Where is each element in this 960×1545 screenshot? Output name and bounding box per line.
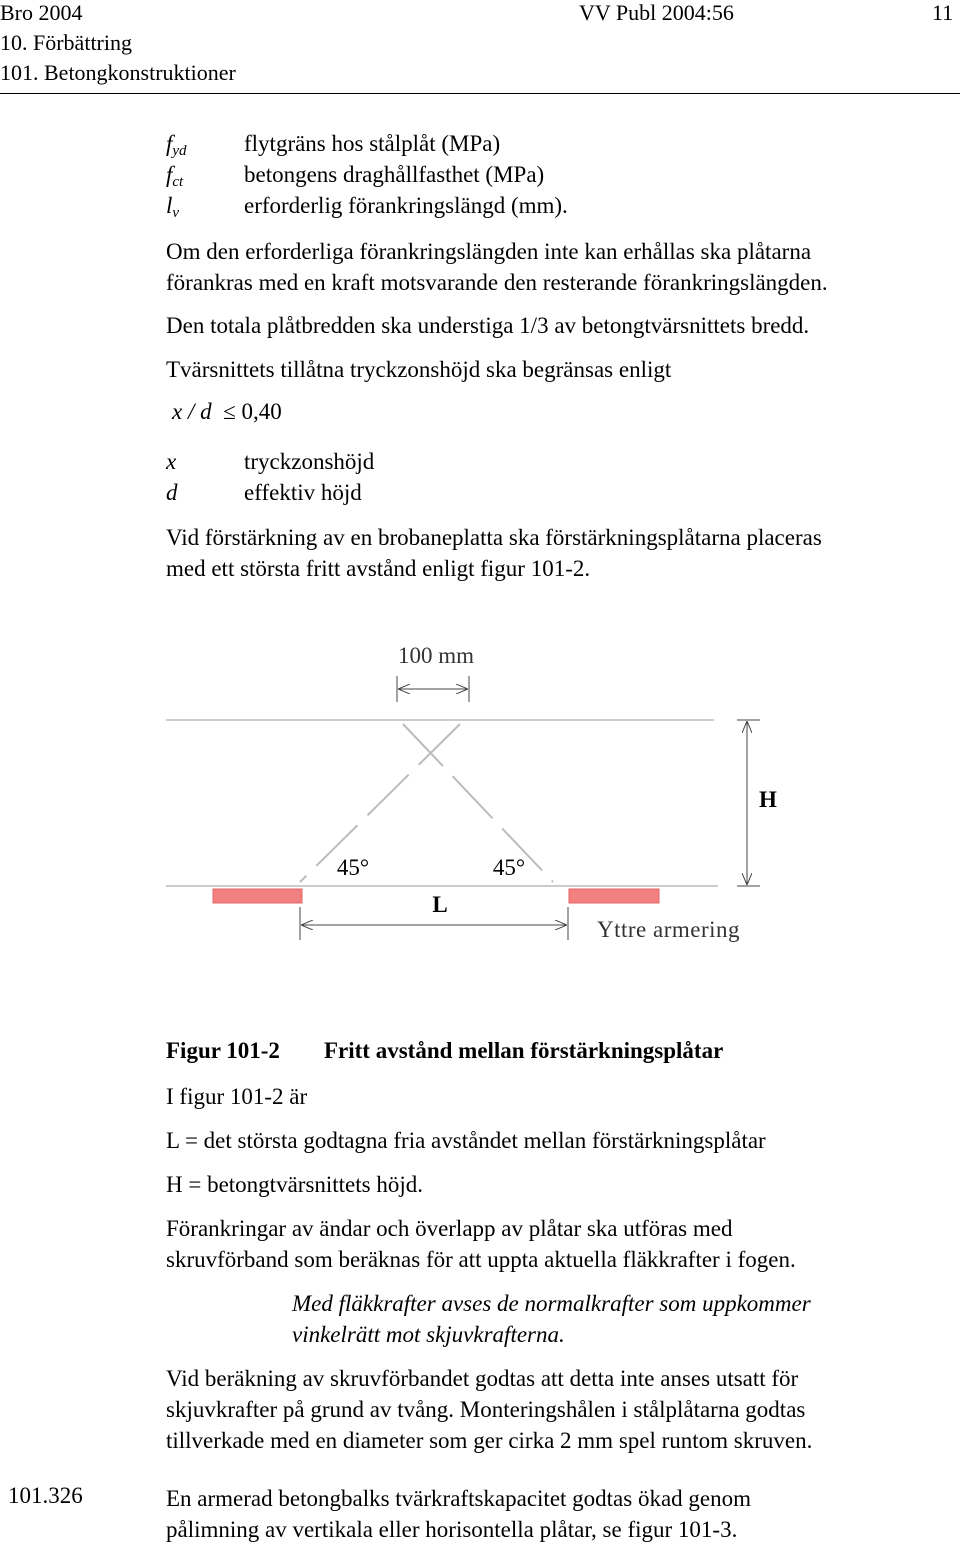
reinforcement-plate-left: [213, 889, 302, 903]
header-section: 10. Förbättring: [0, 30, 132, 55]
paragraph-anchorage: Om den erforderliga förankringslängden inte kan erhållas ska plåtarna förankras med en kraft motsvarande den resterande förankringslängden.: [166, 239, 828, 295]
section-text: En armerad betongbalks tvärkraftskapacitet godtas ökad genom pålimning av vertikala eller horisontella plåtar, se figur 101-3.: [166, 1486, 752, 1542]
definition-symbol: $f_{ct}$: [166, 162, 184, 190]
load-spread-line-left: [403, 724, 553, 882]
section-number: 101.326: [8, 1483, 83, 1508]
header-left: Bro 2004: [0, 0, 83, 25]
paragraph-compression-zone: Tvärsnittets tillåtna tryckzonshöjd ska begränsas enligt: [166, 357, 672, 382]
paragraph-h-definition: H = betongtvärsnittets höjd.: [166, 1172, 423, 1197]
definition-text: betongens draghållfasthet (MPa): [244, 162, 545, 187]
header-subsection: 101. Betongkonstruktioner: [0, 60, 236, 85]
page-number: 11: [932, 0, 954, 25]
definition-text: erforderlig förankringslängd (mm).: [244, 193, 568, 218]
angle-label-left: 45°: [336, 855, 370, 880]
definition-text: tryckzonshöjd: [244, 449, 375, 474]
definition-text: effektiv höjd: [244, 480, 362, 505]
definition-symbol: $f_{yd}$: [166, 131, 187, 159]
paragraph-bolted-joints: Förankringar av ändar och överlapp av plåtar ska utföras med skruvförband som beräknas för att uppta aktuella fläkkrafter i fogen.: [166, 1216, 796, 1272]
length-label: L: [432, 892, 448, 917]
angle-label-right: 45°: [492, 855, 526, 880]
definition-symbol: x: [166, 449, 177, 474]
definition-symbol: $l_v$: [166, 193, 180, 221]
reinforcement-plate-right: [569, 889, 659, 903]
definition-symbol: d: [166, 480, 178, 505]
paragraph-figure-intro: I figur 101-2 är: [166, 1084, 308, 1109]
header-rule: [0, 93, 960, 94]
paragraph-bolt-calculation: Vid beräkning av skruvförbandet godtas att detta inte anses utsatt för skjuvkrafter på grund av tvång. Monteringshålen i stålplåtarna godtas tillverkade med en diameter som ger cirka 2 mm spel runtom skruven.: [166, 1366, 813, 1453]
reinforcement-label: Yttre armering: [597, 917, 741, 942]
formula: x / d ≤ 0,40: [172, 399, 282, 424]
paragraph-strengthening: Vid förstärkning av en brobaneplatta ska förstärkningsplåtarna placeras med ett största fritt avstånd enligt figur 101-2.: [166, 525, 822, 581]
height-label: H: [759, 787, 777, 812]
figure-101-2: [0, 620, 960, 980]
figure-caption-number: Figur 101-2: [166, 1038, 280, 1063]
header-publication: VV Publ 2004:56: [579, 0, 734, 25]
load-spread-line-right: [300, 724, 460, 882]
dimension-label: 100 mm: [397, 643, 475, 668]
definition-text: flytgräns hos stålplåt (MPa): [244, 131, 501, 156]
figure-caption-title: Fritt avstånd mellan förstärkningsplåtar: [324, 1038, 724, 1063]
paragraph-plate-width: Den totala plåtbredden ska understiga 1/3 av betongtvärsnittets bredd.: [166, 313, 810, 338]
paragraph-l-definition: L = det största godtagna fria avståndet mellan förstärkningsplåtar: [166, 1128, 766, 1153]
note-splitting-forces: Med fläkkrafter avses de normalkrafter som uppkommer vinkelrätt mot skjuvkrafterna.: [292, 1291, 811, 1347]
